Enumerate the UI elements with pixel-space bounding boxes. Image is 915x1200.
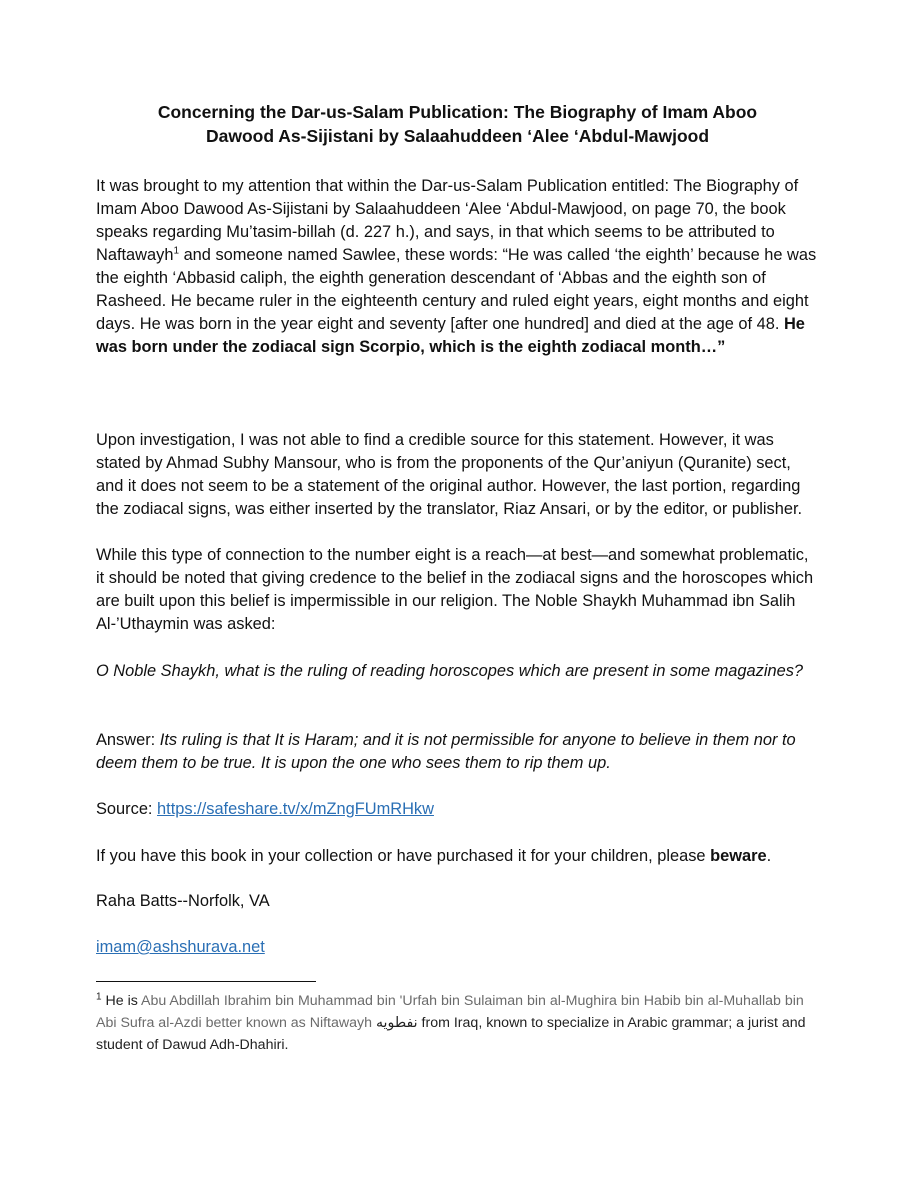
- footnote-ref: 1: [173, 245, 180, 257]
- title-line-2: Dawood As-Sijistani by Salaahuddeen ‘Alee ‘Abdul-Mawjood: [205, 126, 710, 146]
- paragraph-warning: [96, 845, 821, 868]
- footnote: [96, 990, 821, 1056]
- paragraph-connection: While this type of connection to the number eight is a reach—at best—and somewhat problematic, it should be noted that giving credence to the belief in the zodiacal signs and the horoscopes which are built upon this belief is impermissible in our religion. The Noble Shaykh Muhammad ibn Salih Al-’Uthaymin was asked:: [96, 546, 814, 633]
- paragraph-1-text-cont: and someone named Sawlee, these words: “He was called ‘the eighth’ because he was the eighth ‘Abbasid caliph, the eighth generation descendant of ‘Abbas and the eighth son of Rasheed. He became ruler in the eighteenth century and ruled eight years, eight months and eight days. He was born in the year eight and seventy [after one hundred] and died at the age of 48.: [96, 246, 817, 333]
- footnote-number: 1: [96, 991, 102, 1003]
- signature: Raha Batts--Norfolk, VA: [96, 892, 270, 910]
- answer-label: Answer:: [96, 731, 160, 749]
- footnote-arabic: نفطويه: [375, 1015, 418, 1031]
- email-link[interactable]: imam@ashshurava.net: [96, 938, 265, 956]
- email-line: [96, 936, 821, 959]
- warning-text: If you have this book in your collection or have purchased it for your children, please: [96, 847, 711, 865]
- source-label: Source:: [96, 800, 158, 818]
- answer-text: Its ruling is that It is Haram; and it is not permissible for anyone to believe in them nor to deem them to be true. It is upon the one who sees them to rip them up.: [96, 731, 796, 772]
- paragraph-question: O Noble Shaykh, what is the ruling of reading horoscopes which are present in some magazines?: [96, 662, 804, 680]
- paragraph-investigation: Upon investigation, I was not able to find a credible source for this statement. However, it was stated by Ahmad Subhy Mansour, who is from the proponents of the Qur’aniyun (Quranite) sect, and it does not seem to be a statement of the original author. However, the last portion, regarding the zodiacal signs, was either inserted by the translator, Riaz Ansari, or by the editor, or publisher.: [96, 431, 803, 518]
- paragraph-1-text: It was brought to my attention that within the Dar-us-Salam Publication entitled: The Biography of Imam Aboo Dawood As-Sijistani by Salaahuddeen ‘Alee ‘Abdul-Mawjood, on page 70, the book speaks regarding Mu’tasim-billah (d. 227 h.), and says, in that which seems to be attributed to Naftawayh: [96, 177, 799, 264]
- warning-bold: beware: [710, 847, 767, 865]
- footnote-text-2: from Iraq, known to specialize in Arabic grammar; a jurist and student of Dawud Adh-Dhahiri.: [96, 1015, 806, 1053]
- document-title: [96, 100, 819, 148]
- footnote-text-1: Abu Abdillah Ibrahim bin Muhammad bin 'Urfah bin Sulaiman bin al-Mughira bin Habib bin al-Muhallab bin Abi Sufra al-Azdi better known as Niftawayh: [96, 993, 804, 1031]
- paragraph-quote: [96, 175, 821, 359]
- source-link[interactable]: https://safeshare.tv/x/mZngFUmRHkw: [157, 800, 434, 818]
- paragraph-1-bold: He was born under the zodiacal sign Scorpio, which is the eighth zodiacal month…”: [96, 315, 805, 356]
- title-line-1: Concerning the Dar-us-Salam Publication: The Biography of Imam Aboo: [157, 102, 758, 122]
- warning-end: .: [766, 847, 772, 865]
- paragraph-answer: [96, 729, 821, 775]
- footnote-divider: [96, 981, 316, 982]
- paragraph-source: [96, 798, 821, 821]
- footnote-lead: He is: [101, 993, 141, 1009]
